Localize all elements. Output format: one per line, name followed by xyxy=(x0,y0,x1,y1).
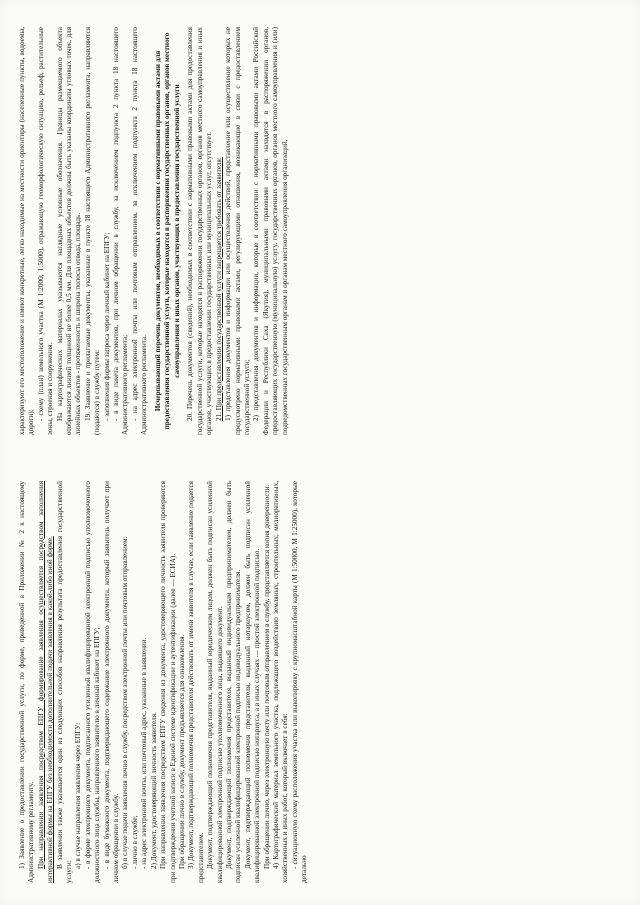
left-column-paragraph: При направлении заявления посредством ЕПГУ формирование заявления осуществляется посредством заполнения интерактивной формы на ЕПГУ без необходимости дополнительной подачи заявления в какой-либо иной форме. xyxy=(36,481,55,883)
right-column-paragraph: 1) представления документов и информации или осуществления действий, представление или осуществление которых не предусмотрено нормативными правовыми актами, регулирующими отношения, возникающие в связи с предоставлением государственной услуги; xyxy=(224,27,251,435)
left-column-paragraph: 3) Документ, подтверждающий полномочия представителя действовать от имени заявителя в случае, если заявление подается представителем. xyxy=(187,481,205,883)
left-column-paragraph: - лично в службе; xyxy=(130,815,139,869)
left-column-paragraph: Документ, подтверждающий полномочия представителя, выданный юридическим лицом, должен быть подписан усиленной квалифицированной электронной подписью уполномоченного лица, выдавшего документ. xyxy=(206,481,224,883)
left-column-paragraph: При направлении заявления посредством ЕПГУ сведения из документа, удостоверяющего личность заявителя проверяются при подтверждении учетной записи в Единой системе идентификации и аутентификации (далее — ЕСИА). xyxy=(159,481,177,883)
left-column-paragraph: - на адрес электронной почты, или почтовый адрес, указанные в заявлении. xyxy=(140,637,149,869)
left-column-paragraph: 1) Заявление о предоставлении государственной услуги, по форме, приведенной в Приложении № 2 к настоящему Административному регламенту. xyxy=(18,481,36,883)
left-column-paragraph: Документ, подтверждающий полномочия представителя, выданный нотариусом, должен быть подписан усиленной квалифицированной электронной подписью нотариуса, а в иных случаях — простой электронной подписью. xyxy=(243,481,262,883)
right-column-paragraph: 21. При предоставлении государственной услуги запрещается требовать от заявителя: xyxy=(214,157,223,421)
right-text-column xyxy=(18,27,628,435)
right-column-paragraph: - заполнения формы запроса через личный кабинет на ЕПГУ; xyxy=(102,232,111,421)
right-column-paragraph: 2) представления документов и информации, которые в соответствии с нормативными правовыми актами Российской Федерации и Республики Саха (Якутия), муниципальными правовыми актами находятся в распоряжении органов, предоставляющих государственную (муниципальную) услугу, государственных органов, органов местного самоуправления и (или) подведомственных государственным органам и органам местного самоуправления организаций, xyxy=(252,27,289,435)
right-column-paragraph: - на адрес электронной почты или почтовым отправлением, за исключением подпункта 2 пункта 18 настоящего Административного регламента. xyxy=(130,27,149,435)
left-column-paragraph: б) в случае подачи заявления лично в службу, посредством электронной почты или почтовым отправлением: xyxy=(121,536,130,869)
left-column-paragraph: Документ, подтверждающий полномочия представителя, выданный индивидуальным предпринимателем, должен быть подписан усиленной квалифицированной электронной подписью индивидуального предпринимателя. xyxy=(224,481,243,883)
left-text-column xyxy=(18,481,628,883)
left-column-paragraph: При обращении лично в службу, документ предъявляется для ознакомления. xyxy=(177,634,186,869)
right-column-paragraph: На картографических материалах указываются наглядные условные обозначения. Границы размещаемого объекта отображаются линией толщиной не более 0,5 мм. Для площадных объектов должны быть указаны координаты угловых точек, для линейных объектов - протяженность и ширина полосы отвода, площадь. xyxy=(55,27,83,435)
left-column-paragraph: а) в случае направления заявления через ЕПГУ: xyxy=(74,722,83,869)
left-column-paragraph: - в виде бумажного документа, подтверждающего содержание электронного документа, который заявитель получает при личном обращении в службу. xyxy=(102,481,121,883)
right-column-paragraph: Исчерпывающий перечень документов, необходимых в соответствии с нормативными правовыми актами для предоставления государственной услуги, которые находятся в распоряжении государственных органов, органов местного самоуправления и иных органов, участвующих в предоставлении государственной услуги xyxy=(153,32,181,430)
right-column-paragraph: 20. Перечень документов (сведений), необходимых в соответствии с нормативными правовыми актами для предоставления государственной услуги, которые находятся в распоряжении государственных органов, органов местного самоуправления и иных органов, участвующих в предоставлении государственных или муниципальных услуг, отсутствует. xyxy=(186,27,214,435)
left-column-paragraph: При обращении лично, через электронную почту или почтовым отправлением в службу, представляется копия доверенности. xyxy=(262,484,271,869)
left-column-paragraph: 4) Картографический материал земельного участка, подлежащего воздействию земляных, строительных, мелиоративных, хозяйственных и иных работ, который включает в себя: xyxy=(271,481,290,883)
right-column-paragraph: - в виде пакета документов, при личном обращении в службу, за исключением подпункта 2 пункта 18 настоящего Административного регламента; xyxy=(112,27,130,435)
right-column-paragraph: - схему (план) земельного участка (М 1:2000; 1:5000), отражающую геоморфологическую ситуацию, рельеф, растительные зоны, строения и сооружения. xyxy=(36,27,55,435)
right-column-paragraph: характеризуют его местоположение и имеют конкретные, легко находимые на местности ориентиры (населенные пункты, водоемы, дороги); xyxy=(18,27,36,435)
right-column-paragraph: 19. Заявление и прилагаемые документы, указанные в пункте 18 настоящего Административного регламента, направляются (подаются) в службу путем: xyxy=(83,27,102,435)
left-column-paragraph: - в форме электронного документа, подписанного усиленной квалифицированной электронной подписью уполномоченного должностного лица службы, направленного заявителю в личный кабинет на ЕПГУ; xyxy=(83,481,102,883)
left-column-paragraph: 2) Документ, удостоверяющий личность заявителя. xyxy=(149,712,158,869)
left-column-paragraph: В заявлении также указывается один из следующих способов направления результата предоставления государственной услуги: xyxy=(55,481,74,883)
left-column-paragraph: - ситуационную схему расположения участка или выкопировку с крупномасштабной карты (М 1:50000, М 1:25000), которые детально xyxy=(290,481,309,883)
